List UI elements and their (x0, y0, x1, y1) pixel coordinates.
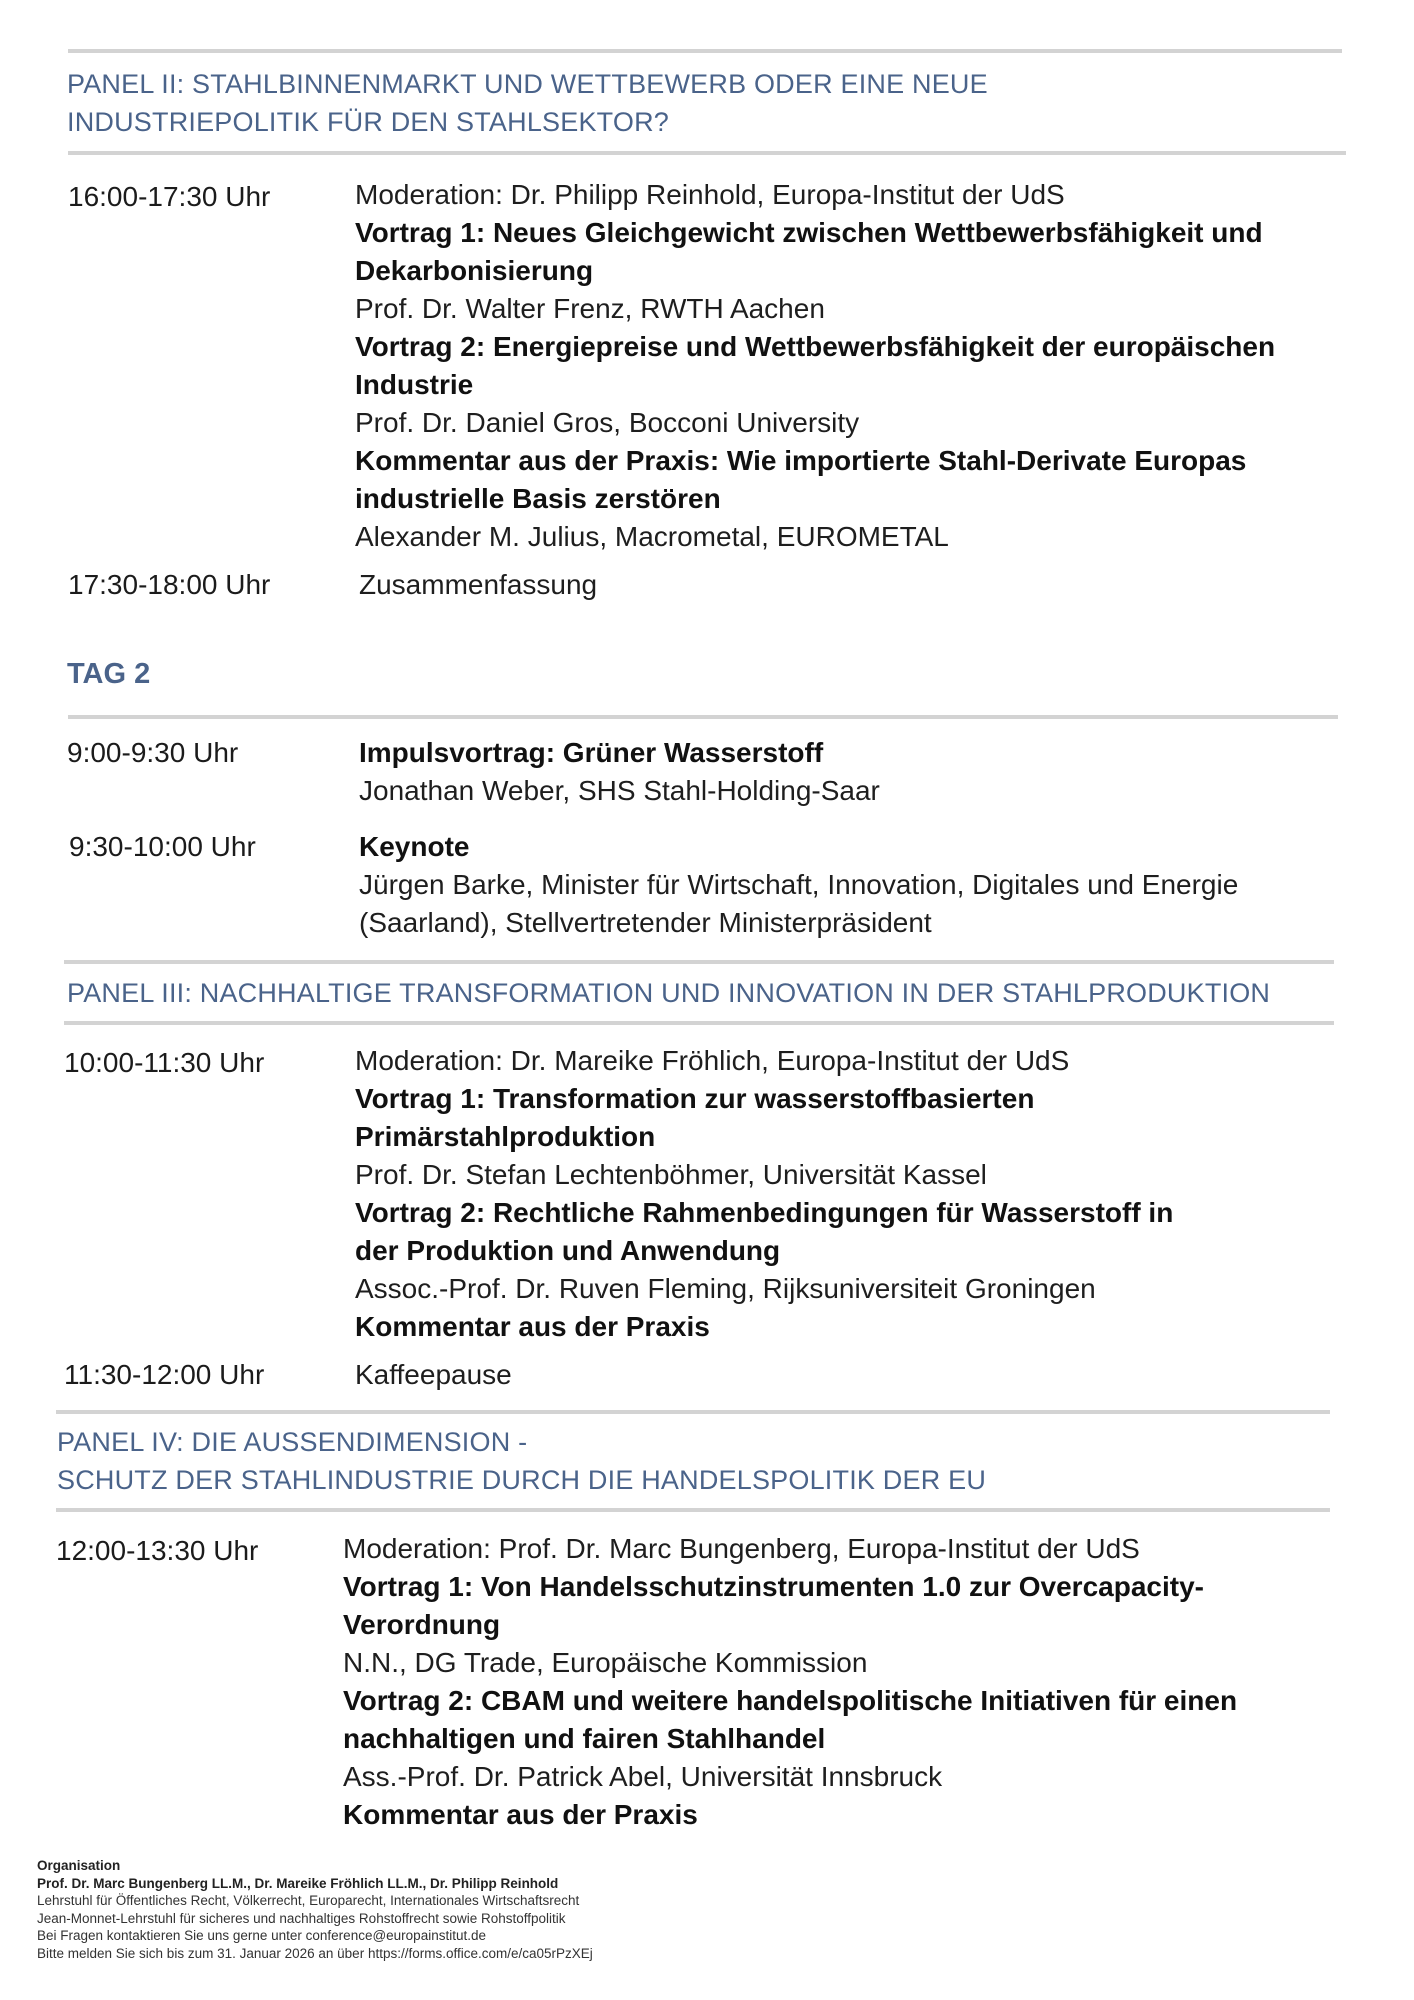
panel-4-title-line-2: SCHUTZ DER STAHLINDUSTRIE DURCH DIE HANDELSPOLITIK DER EU (57, 1465, 987, 1495)
talk-title: Vortrag 2: CBAM und weitere handelspolitische Initiativen für einen (343, 1685, 1238, 1716)
time-slot: 12:00-13:30 Uhr (56, 1535, 259, 1566)
divider (68, 715, 1338, 719)
panel-2-title (67, 65, 988, 141)
footer-chair: Lehrstuhl für Öffentliches Recht, Völkerrecht, Europarecht, Internationales Wirtschaftsrecht (37, 1893, 580, 1908)
summary (359, 566, 597, 604)
time-slot: 16:00-17:30 Uhr (68, 181, 271, 212)
talk-title: Verordnung (343, 1609, 501, 1640)
talk-title: Impulsvortrag: Grüner Wasserstoff (359, 737, 824, 768)
time-slot: 17:30-18:00 Uhr (68, 569, 271, 600)
speaker: Prof. Dr. Daniel Gros, Bocconi University (355, 407, 860, 438)
footer-heading: Organisation (37, 1858, 121, 1873)
talk-title: Vortrag 1: Neues Gleichgewicht zwischen Wettbewerbsfähigkeit und (355, 217, 1263, 248)
time-slot: 10:00-11:30 Uhr (64, 1047, 265, 1078)
footer-chair: Jean-Monnet-Lehrstuhl für sicheres und nachhaltiges Rohstoffrecht sowie Rohstoffpolitik (37, 1910, 566, 1926)
talk-title: Dekarbonisierung (355, 255, 594, 286)
divider (64, 1021, 1334, 1025)
talk-title: Primärstahlproduktion (355, 1121, 656, 1152)
keynote-session (359, 828, 1238, 942)
panel-4-title (57, 1423, 986, 1499)
talk-title: Keynote (359, 831, 470, 862)
organisation-footer (37, 1857, 593, 1962)
moderation: Moderation: Prof. Dr. Marc Bungenberg, Europa-Institut der UdS (343, 1533, 1140, 1564)
divider (68, 151, 1346, 155)
footer-registration: Bitte melden Sie sich bis zum 31. Januar 2026 an über https://forms.office.com/e/ca05rPzXEj (37, 1945, 593, 1961)
moderation: Moderation: Dr. Mareike Fröhlich, Europa-Institut der UdS (355, 1045, 1070, 1076)
speaker: Jürgen Barke, Minister für Wirtschaft, Innovation, Digitales und Energie (359, 869, 1239, 900)
time-slot: 11:30-12:00 Uhr (64, 1359, 265, 1390)
break-label: Kaffeepause (355, 1359, 512, 1390)
footer-contact: Bei Fragen kontaktieren Sie uns gerne unter conference@europainstitut.de (37, 1928, 486, 1943)
speaker: (Saarland), Stellvertretender Ministerpräsident (359, 907, 932, 938)
talk-title: nachhaltigen und fairen Stahlhandel (343, 1723, 826, 1754)
talk-title: Vortrag 2: Energiepreise und Wettbewerbsfähigkeit der europäischen (355, 331, 1276, 362)
comment-title: industrielle Basis zerstören (355, 483, 721, 514)
panel-4-session (343, 1530, 1237, 1834)
time-slot: 9:00-9:30 Uhr (67, 737, 239, 768)
speaker: Prof. Dr. Walter Frenz, RWTH Aachen (355, 293, 825, 324)
coffee-break (355, 1356, 512, 1394)
speaker: Assoc.-Prof. Dr. Ruven Fleming, Rijksuniversiteit Groningen (355, 1273, 1096, 1304)
panel-2-title-line-1: PANEL II: STAHLBINNENMARKT UND WETTBEWERB ODER EINE NEUE (67, 69, 988, 99)
comment-title: Kommentar aus der Praxis: Wie importierte Stahl-Derivate Europas (355, 445, 1247, 476)
speaker: Prof. Dr. Stefan Lechtenböhmer, Universität Kassel (355, 1159, 987, 1190)
comment-title: Kommentar aus der Praxis (343, 1799, 698, 1830)
divider (68, 49, 1342, 53)
footer-organizers: Prof. Dr. Marc Bungenberg LL.M., Dr. Mareike Fröhlich LL.M., Dr. Philipp Reinhold (37, 1875, 559, 1891)
panel-3-session (355, 1042, 1173, 1346)
speaker: Jonathan Weber, SHS Stahl-Holding-Saar (359, 775, 880, 806)
summary-label: Zusammenfassung (359, 569, 598, 600)
divider (56, 1410, 1330, 1414)
talk-title: Vortrag 1: Transformation zur wasserstoffbasierten (355, 1083, 1035, 1114)
day-2-heading: TAG 2 (67, 658, 151, 690)
talk-title: Vortrag 1: Von Handelsschutzinstrumenten 1.0 zur Overcapacity- (343, 1571, 1204, 1602)
time-slot: 9:30-10:00 Uhr (69, 831, 256, 862)
comment-title: Kommentar aus der Praxis (355, 1311, 710, 1342)
divider (64, 960, 1334, 964)
speaker: Ass.-Prof. Dr. Patrick Abel, Universität Innsbruck (343, 1761, 943, 1792)
talk-title: Industrie (355, 369, 474, 400)
talk-title: der Produktion und Anwendung (355, 1235, 781, 1266)
impulse-session (359, 734, 880, 810)
speaker: N.N., DG Trade, Europäische Kommission (343, 1647, 868, 1678)
panel-2-title-line-2: INDUSTRIEPOLITIK FÜR DEN STAHLSEKTOR? (67, 107, 670, 137)
panel-3-title: PANEL III: NACHHALTIGE TRANSFORMATION UND INNOVATION IN DER STAHLPRODUKTION (67, 978, 1271, 1008)
moderation: Moderation: Dr. Philipp Reinhold, Europa-Institut der UdS (355, 179, 1065, 210)
panel-4-title-line-1: PANEL IV: DIE AUSSENDIMENSION - (57, 1427, 528, 1457)
speaker: Alexander M. Julius, Macrometal, EUROMETAL (355, 521, 949, 552)
talk-title: Vortrag 2: Rechtliche Rahmenbedingungen für Wasserstoff in (355, 1197, 1174, 1228)
divider (56, 1508, 1330, 1512)
panel-2-session (355, 176, 1275, 556)
